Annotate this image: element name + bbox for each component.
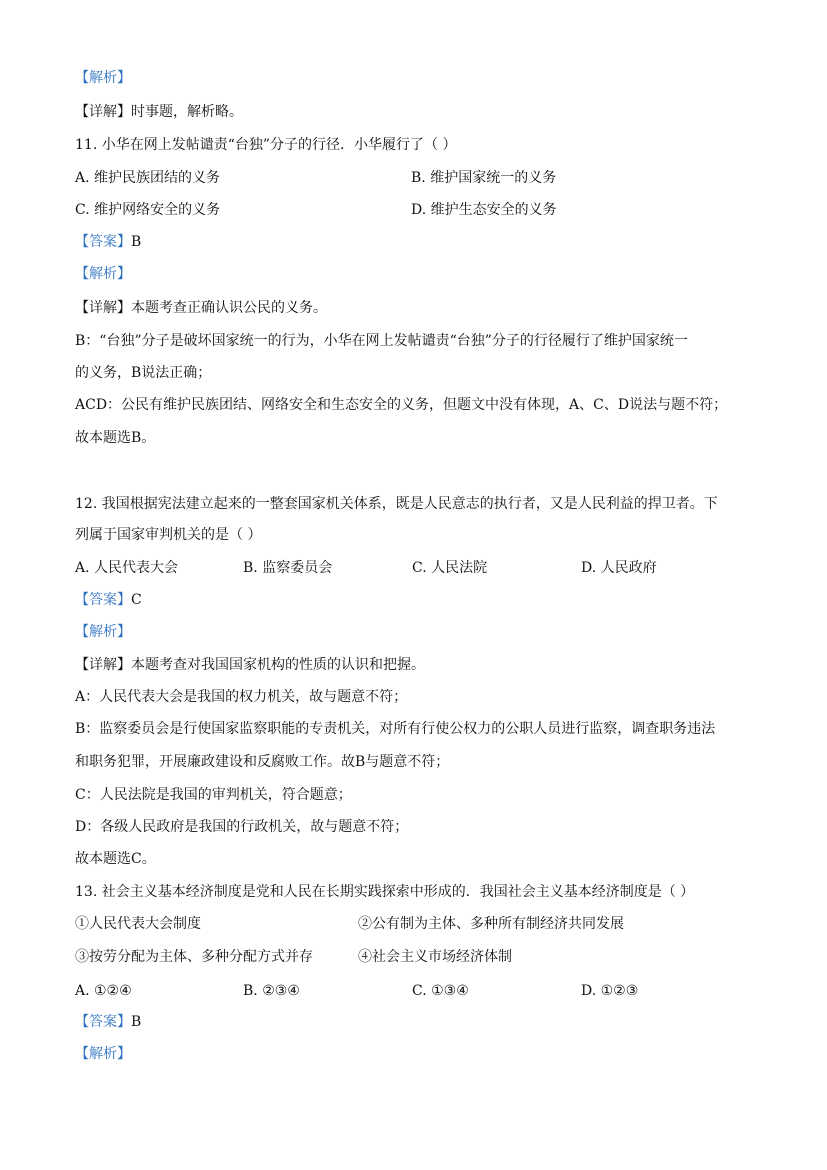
answer-tag: 【答案】 — [75, 234, 131, 250]
q11-analysis-heading: 【解析】 — [75, 266, 131, 282]
q13-option-c: C. ①③④ — [412, 983, 469, 999]
q12-detail-line — [75, 654, 767, 676]
q13-stem: 13. 社会主义基本经济制度是党和人民在长期实践探索中形成的．我国社会主义基本经济制度是（ ） — [75, 884, 695, 900]
q13-option-d: D. ①②③ — [581, 983, 639, 999]
q13-item-4: ④社会主义市场经济体制 — [358, 949, 512, 965]
analysis-heading: 【解析】 — [75, 70, 131, 86]
q12-explanation-line: 和职务犯罪，开展廉政建设和反腐败工作。故B与题意不符； — [75, 754, 450, 770]
q13-item-1: ①人民代表大会制度 — [75, 916, 201, 932]
q13-options-row — [75, 980, 767, 1002]
q12-option-c: C. 人民法院 — [412, 560, 488, 576]
q11-option-a: A. 维护民族团结的义务 — [75, 170, 221, 186]
q13-item-2: ②公有制为主体、多种所有制经济共同发展 — [358, 916, 624, 932]
q11-explanation-line: ACD：公民有维护民族团结、网络安全和生态安全的义务，但题文中没有体现，A、C、D说法与题不符； — [75, 397, 728, 413]
q12-conclusion: 故本题选C。 — [75, 851, 156, 867]
q11-options-row1 — [75, 167, 767, 189]
detail-line — [75, 101, 767, 123]
q11-stem: 11. 小华在网上发帖谴责“台独”分子的行径．小华履行了（ ） — [75, 137, 457, 153]
q12-detail-text: 本题考查对我国国家机构的性质的认识和把握。 — [131, 657, 425, 673]
q11-explanation-line: 的义务，B说法正确； — [75, 365, 212, 381]
q11-option-c: C. 维护网络安全的义务 — [75, 202, 221, 218]
q13-answer: B — [131, 1014, 142, 1030]
q12-explanation-line: C：人民法院是我国的审判机关，符合题意； — [75, 787, 352, 803]
detail-text: 时事题，解析略。 — [131, 104, 243, 120]
q13-items-row1 — [75, 913, 767, 935]
q11-options-row2 — [75, 199, 767, 221]
q13-items-row2 — [75, 946, 767, 968]
answer-tag: 【答案】 — [75, 592, 131, 608]
q11-option-b: B. 维护国家统一的义务 — [411, 170, 557, 186]
detail-tag: 【详解】 — [75, 657, 131, 673]
q12-explanation-line: A：人民代表大会是我国的权力机关，故与题意不符； — [75, 689, 408, 705]
q12-option-a: A. 人民代表大会 — [75, 560, 179, 576]
q11-option-d: D. 维护生态安全的义务 — [411, 202, 557, 218]
q12-explanation-line: B：监察委员会是行使国家监察职能的专责机关，对所有行使公权力的公职人员进行监察，调查职务违法 — [75, 721, 716, 737]
q12-option-d: D. 人民政府 — [581, 560, 657, 576]
q12-explanation-line: D：各级人民政府是我国的行政机关，故与题意不符； — [75, 819, 409, 835]
q11-answer-line — [75, 231, 767, 253]
q12-option-b: B. 监察委员会 — [243, 560, 333, 576]
q11-answer: B — [131, 234, 142, 250]
q13-answer-line — [75, 1011, 767, 1033]
q11-explanation-line: B：“台独”分子是破坏国家统一的行为，小华在网上发帖谴责“台独”分子的行径履行了维护国家统一 — [75, 333, 688, 349]
q13-item-3: ③按劳分配为主体、多种分配方式并存 — [75, 949, 313, 965]
q12-stem-line2: 列属于国家审判机关的是（ ） — [75, 527, 262, 543]
q11-detail-line — [75, 297, 767, 319]
q12-answer: C — [131, 592, 142, 608]
detail-tag: 【详解】 — [75, 300, 131, 316]
q11-conclusion: 故本题选B。 — [75, 430, 156, 446]
q13-analysis-heading: 【解析】 — [75, 1046, 131, 1062]
q13-option-a: A. ①②④ — [75, 983, 132, 999]
answer-tag: 【答案】 — [75, 1014, 131, 1030]
q12-stem-line1: 12. 我国根据宪法建立起来的一整套国家机关体系，既是人民意志的执行者，又是人民利益的捍卫者。下 — [75, 496, 718, 512]
q13-option-b: B. ②③④ — [243, 983, 300, 999]
q12-analysis-heading: 【解析】 — [75, 624, 131, 640]
q12-options-row — [75, 557, 767, 579]
q12-answer-line — [75, 589, 767, 611]
detail-tag: 【详解】 — [75, 104, 131, 120]
q11-detail-text: 本题考查正确认识公民的义务。 — [131, 300, 327, 316]
